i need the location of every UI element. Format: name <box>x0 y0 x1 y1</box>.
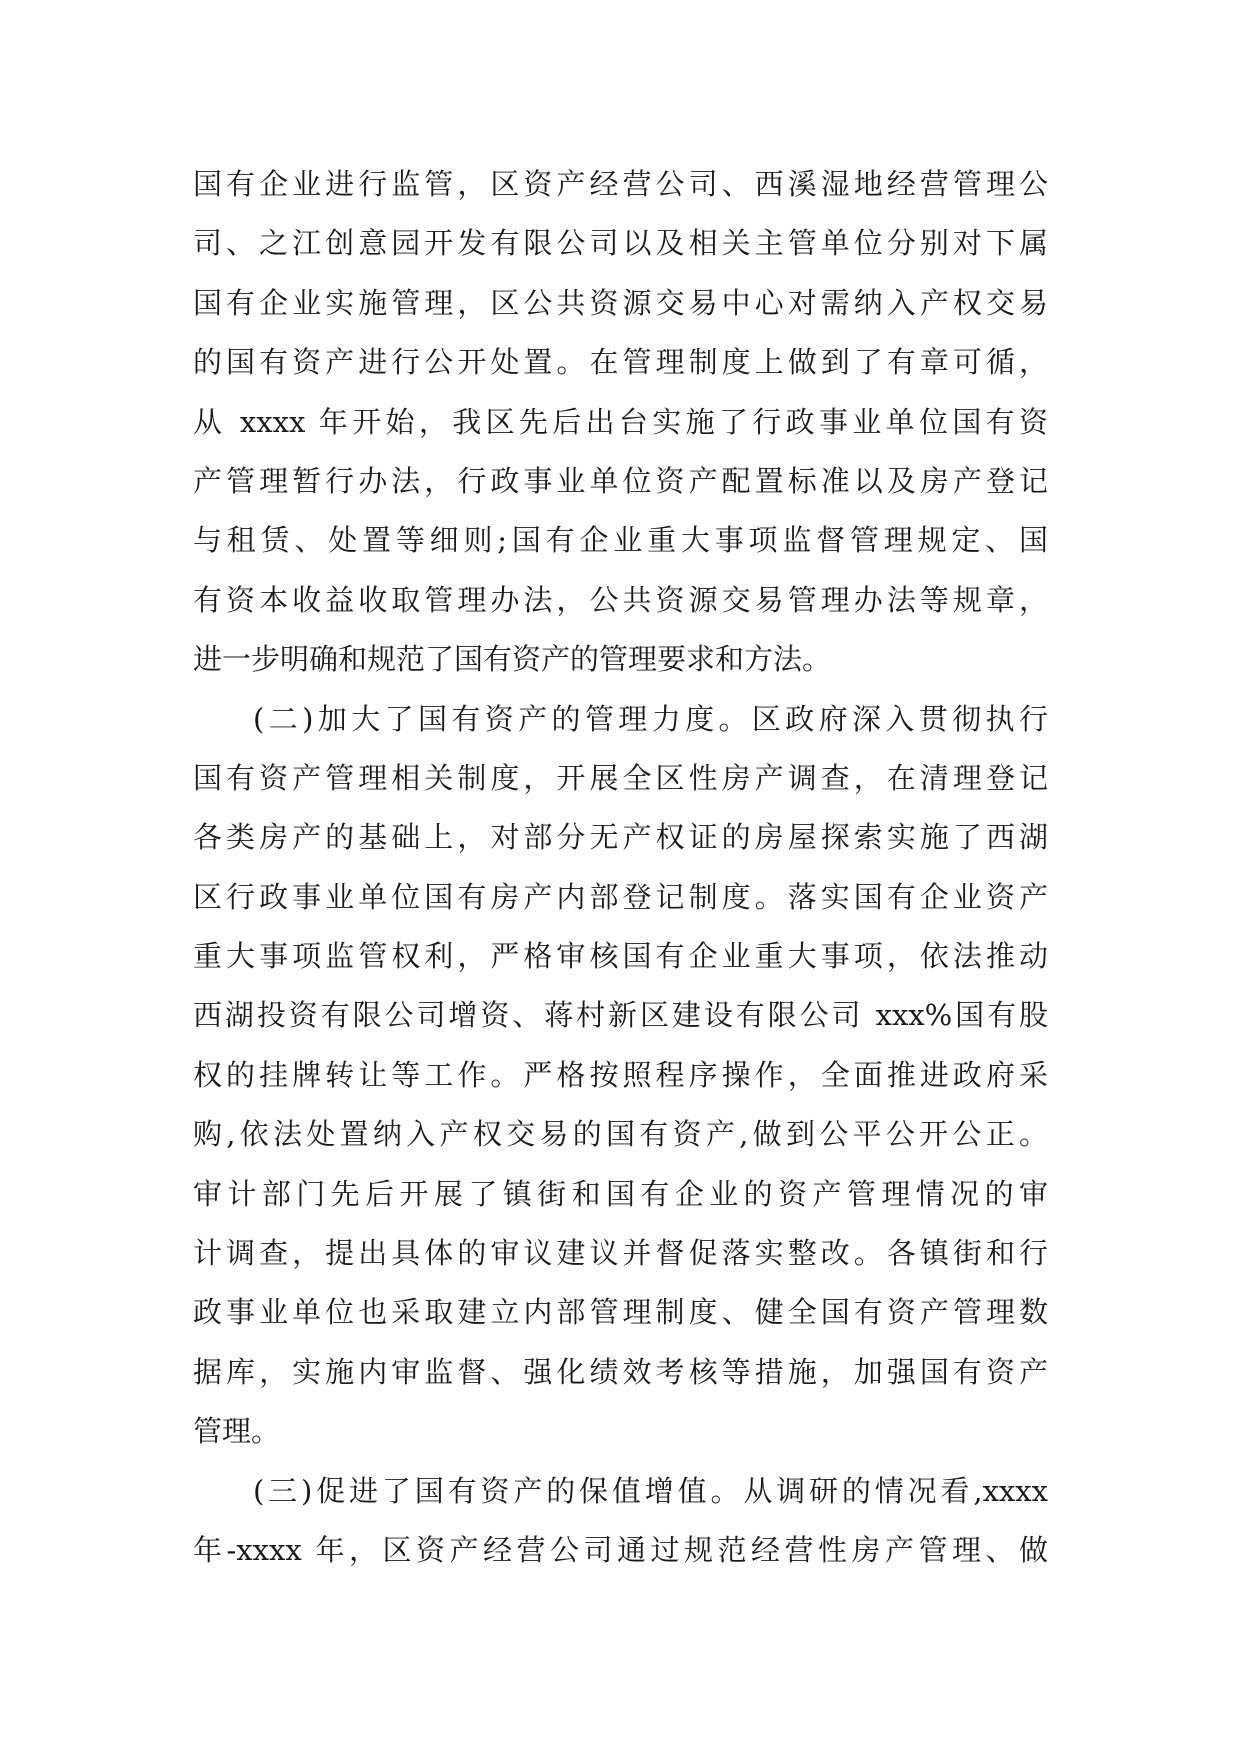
text-line: 司、之江创意园开发有限公司以及相关主管单位分别对下属 <box>193 226 1048 261</box>
text-line: 国有企业实施管理，区公共资源交易中心对需纳入产权交易 <box>193 285 1048 320</box>
text-line: 年-xxxx 年，区资产经营公司通过规范经营性房产管理、做 <box>193 1532 1048 1567</box>
text-line: 的国有资产进行公开处置。在管理制度上做到了有章可循， <box>193 345 1048 380</box>
text-line: 区行政事业单位国有房产内部登记制度。落实国有企业资产 <box>193 879 1048 914</box>
text-line: 产管理暂行办法，行政事业单位资产配置标准以及房产登记 <box>193 463 1048 498</box>
text-line: 与租赁、处置等细则;国有企业重大事项监督管理规定、国 <box>193 523 1048 558</box>
body-text <box>193 155 1048 1580</box>
text-line: 审计部门先后开展了镇街和国有企业的资产管理情况的审 <box>193 1176 1048 1211</box>
text-line: 权的挂牌转让等工作。严格按照程序操作，全面推进政府采 <box>193 1057 1048 1092</box>
section-heading-line: (三)促进了国有资产的保值增值。从调研的情况看,xxxx <box>253 1473 1048 1508</box>
text-line: 政事业单位也采取建立内部管理制度、健全国有资产管理数 <box>193 1295 1048 1330</box>
text-line: 重大事项监管权利，严格审核国有企业重大事项，依法推动 <box>193 939 1048 974</box>
text-line: 购,依法处置纳入产权交易的国有资产,做到公平公开公正。 <box>193 1117 1048 1152</box>
text-line: 计调查，提出具体的审议建议并督促落实整改。各镇街和行 <box>193 1236 1048 1271</box>
text-line: 管理。 <box>193 1414 281 1449</box>
section-heading-line: (二)加大了国有资产的管理力度。区政府深入贯彻执行 <box>253 701 1048 736</box>
text-line: 国有资产管理相关制度，开展全区性房产调查，在清理登记 <box>193 760 1048 795</box>
text-line: 据库，实施内审监督、强化绩效考核等措施，加强国有资产 <box>193 1354 1048 1389</box>
text-line: 国有企业进行监管，区资产经营公司、西溪湿地经营管理公 <box>193 167 1048 201</box>
text-line: 有资本收益收取管理办法，公共资源交易管理办法等规章， <box>193 582 1048 617</box>
text-line: 进一步明确和规范了国有资产的管理要求和方法。 <box>193 642 832 677</box>
text-line: 西湖投资有限公司增资、蒋村新区建设有限公司 xxx%国有股 <box>193 998 1048 1033</box>
text-line: 各类房产的基础上，对部分无产权证的房屋探索实施了西湖 <box>193 820 1048 855</box>
text-line: 从 xxxx 年开始，我区先后出台实施了行政事业单位国有资 <box>193 404 1048 439</box>
